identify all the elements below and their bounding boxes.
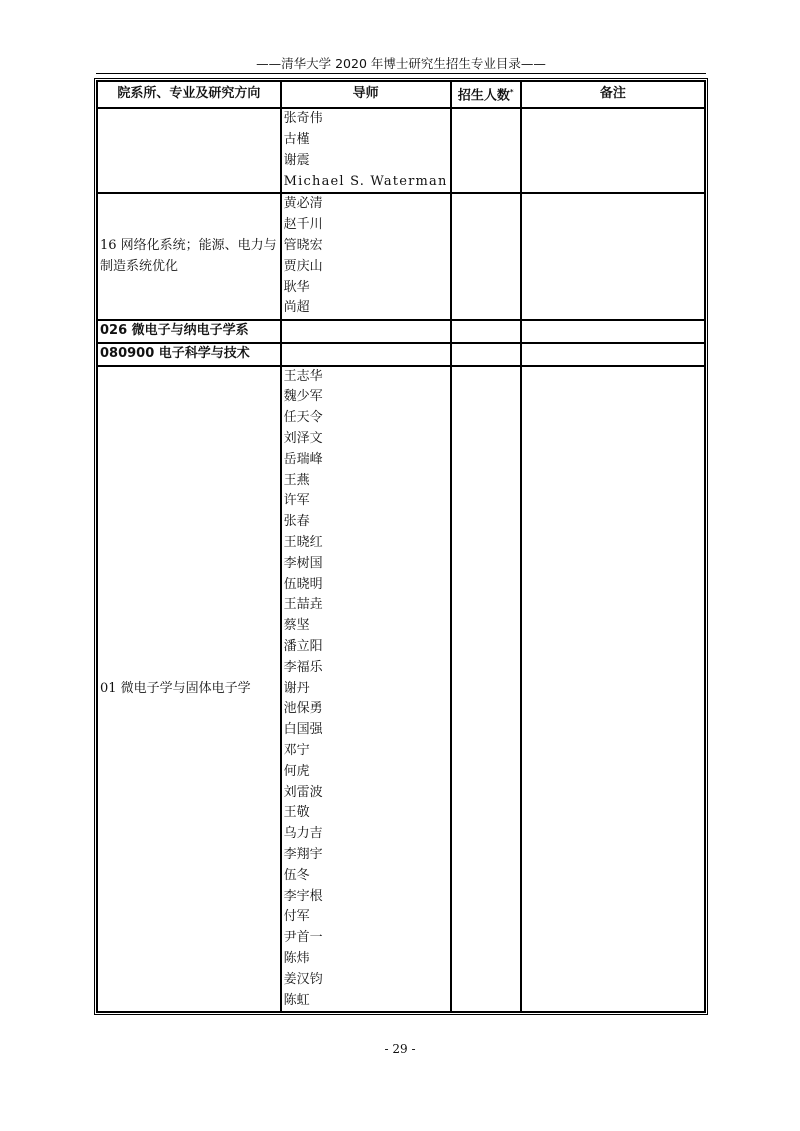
- advisor-name: 蔡坚: [283, 618, 310, 634]
- advisor-name: 池保勇: [283, 701, 323, 717]
- advisor-name: 王志华: [283, 368, 323, 384]
- advisor-name: 黄必清: [283, 196, 323, 212]
- advisor-name: 谢丹: [283, 680, 310, 696]
- advisor-list: [281, 108, 451, 193]
- empty-cell: [451, 343, 521, 366]
- advisor-name: 许军: [283, 493, 310, 509]
- notes-cell: [521, 108, 705, 193]
- empty-cell: [281, 343, 451, 366]
- advisor-name: 邓宁: [283, 743, 310, 759]
- advisor-name: 李宇根: [283, 888, 323, 904]
- table-row: [97, 366, 705, 1013]
- advisor-name: 贾庆山: [283, 258, 323, 274]
- advisor-name: 王燕: [283, 472, 310, 488]
- advisor-name: 付军: [283, 909, 310, 925]
- advisor-name: 李福乐: [283, 659, 323, 675]
- col-header-enrollment: [451, 81, 521, 108]
- enrollment-cell: [451, 193, 521, 320]
- advisor-name: 任天令: [283, 410, 323, 426]
- advisor-name: 李树国: [283, 555, 323, 571]
- notes-cell: [521, 366, 705, 1013]
- page-number: - 29 -: [384, 1042, 416, 1056]
- enrollment-footnote-mark: *: [509, 88, 514, 96]
- empty-cell: [521, 320, 705, 343]
- advisor-name: 伍冬: [283, 867, 310, 883]
- advisor-name: 岳瑞峰: [283, 451, 323, 467]
- advisor-name: 赵千川: [283, 217, 323, 233]
- table-row: [97, 108, 705, 193]
- table-row: [97, 193, 705, 320]
- advisor-name: 刘泽文: [283, 431, 323, 447]
- advisor-name: 王敬: [283, 805, 310, 821]
- col-header-advisor: 导师: [281, 81, 451, 108]
- advisor-name: 潘立阳: [283, 639, 323, 655]
- advisor-name: 陈炜: [283, 951, 310, 966]
- advisor-name: 张春: [283, 514, 310, 530]
- enrollment-cell: [451, 366, 521, 1013]
- advisor-name: 刘雷波: [283, 784, 323, 800]
- advisor-name: 古槿: [283, 131, 310, 147]
- empty-cell: [451, 320, 521, 343]
- catalog-table: [96, 80, 706, 1013]
- enrollment-cell: [451, 108, 521, 193]
- advisor-name: 李翔宇: [283, 847, 323, 863]
- advisor-name: Michael S. Waterman: [283, 173, 448, 189]
- major-title: 080900 电子科学与技术: [97, 343, 281, 366]
- header-rule: [96, 73, 706, 74]
- empty-cell: [281, 320, 451, 343]
- col-header-department: 院系所、专业及研究方向: [97, 81, 281, 108]
- empty-cell: [521, 343, 705, 366]
- col-header-enrollment-label: 招生人数: [457, 88, 510, 104]
- advisor-name: 尹首一: [283, 930, 323, 946]
- field-cell: 16 网络化系统；能源、电力与制造系统优化: [97, 193, 281, 320]
- advisor-list: [281, 366, 451, 1013]
- advisor-name: 张奇伟: [283, 111, 323, 127]
- col-header-notes: 备注: [521, 81, 705, 108]
- advisor-name: 耿华: [283, 279, 310, 295]
- department-row: [97, 320, 705, 343]
- advisor-name: 何虎: [283, 763, 310, 779]
- page-header: ——清华大学 2020 年博士研究生招生专业目录——: [256, 56, 546, 71]
- advisor-name: 魏少军: [283, 389, 323, 405]
- advisor-name: 尚超: [283, 300, 310, 316]
- advisor-name: 谢震: [283, 152, 310, 168]
- advisor-name: 伍晓明: [283, 576, 323, 592]
- advisor-name: 乌力吉: [283, 826, 323, 842]
- advisor-name: 王喆垚: [283, 597, 323, 613]
- field-cell: 01 微电子学与固体电子学: [97, 366, 281, 1013]
- notes-cell: [521, 193, 705, 320]
- major-row: [97, 343, 705, 366]
- advisor-name: 姜汉钧: [283, 971, 323, 987]
- advisor-name: 白国强: [283, 722, 323, 738]
- advisor-name: 王晓红: [283, 535, 323, 551]
- advisor-name: 管晓宏: [283, 237, 323, 253]
- table-header-row: [97, 81, 705, 108]
- department-title: 026 微电子与纳电子学系: [97, 320, 281, 343]
- advisor-name: 陈虹: [283, 992, 310, 1008]
- advisor-list: [281, 193, 451, 320]
- field-cell: [97, 108, 281, 193]
